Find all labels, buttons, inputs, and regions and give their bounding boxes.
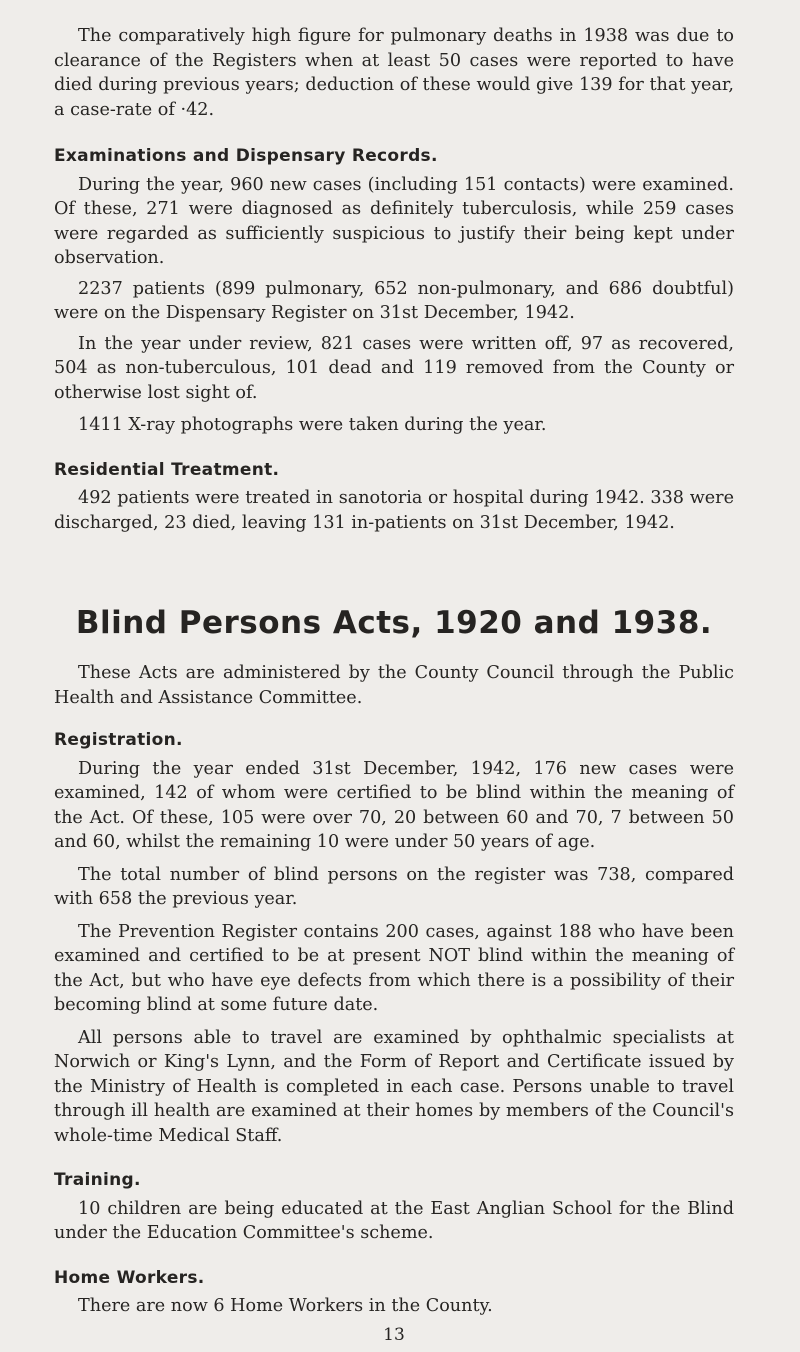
examinations-paragraph-4: 1411 X-ray photographs were taken during the year. — [78, 415, 547, 435]
home-workers-paragraph-1: There are now 6 Home Workers in the County. — [78, 1296, 493, 1316]
registration-heading: Registration. — [54, 730, 183, 750]
residential-paragraph-1: 492 patients were treated in sanotoria or hospital during 1942. 338 were discharged, 23 died, leaving 131 in-patients on 31st December, 1942. — [54, 488, 734, 533]
residential-heading: Residential Treatment. — [54, 459, 280, 480]
examinations-paragraph-2: 2237 patients (899 pulmonary, 652 non-pulmonary, and 686 doubtful) were on the Dispensary Register on 31st December, 1942. — [54, 278, 734, 323]
blind-acts-intro: These Acts are administered by the County Council through the Public Health and Assistance Committee. — [54, 663, 734, 708]
registration-paragraph-3: The Prevention Register contains 200 cases, against 188 who have been examined and certified to be at present NOT blind within the meaning of the Act, but who have eye defects from which there is a possibility of their becoming blind at some future date. — [54, 921, 734, 1015]
registration-paragraph-2: The total number of blind persons on the register was 738, compared with 658 the previous year. — [54, 864, 734, 909]
page-number: 13 — [383, 1324, 405, 1345]
examinations-paragraph-1: During the year, 960 new cases (including 151 contacts) were examined. Of these, 271 were diagnosed as definitely tuberculosis, while 259 cases were regarded as sufficiently suspicious to justify their being kept under observation. — [54, 174, 734, 268]
registration-paragraph-1: During the year ended 31st December, 1942, 176 new cases were examined, 142 of whom were certified to be blind within the meaning of the Act. Of these, 105 were over 70, 20 between 60 and 70, 7 between 50 and 60, whilst the remaining 10 were under 50 years of age. — [54, 758, 734, 852]
intro-paragraph: The comparatively high figure for pulmonary deaths in 1938 was due to clearance of the Registers when at least 50 cases were reported to have died during previous years; deduction of these would give 139 for that year, a case-rate of ·42. — [54, 26, 734, 120]
blind-acts-title: Blind Persons Acts, 1920 and 1938. — [75, 605, 713, 641]
examinations-paragraph-3: In the year under review, 821 cases were written off, 97 as recovered, 504 as non-tuberculous, 101 dead and 119 removed from the County or otherwise lost sight of. — [54, 333, 734, 403]
home-workers-heading: Home Workers. — [54, 1267, 205, 1288]
training-paragraph-1: 10 children are being educated at the East Anglian School for the Blind under the Education Committee's scheme. — [54, 1198, 734, 1243]
registration-paragraph-4: All persons able to travel are examined by ophthalmic specialists at Norwich or King's Lynn, and the Form of Report and Certificate issued by the Ministry of Health is completed in each case. Persons unable to travel through ill health are examined at their homes by members of the Council's whole-time Medical Staff. — [54, 1027, 734, 1146]
training-heading: Training. — [54, 1170, 141, 1190]
examinations-heading: Examinations and Dispensary Records. — [54, 146, 438, 166]
